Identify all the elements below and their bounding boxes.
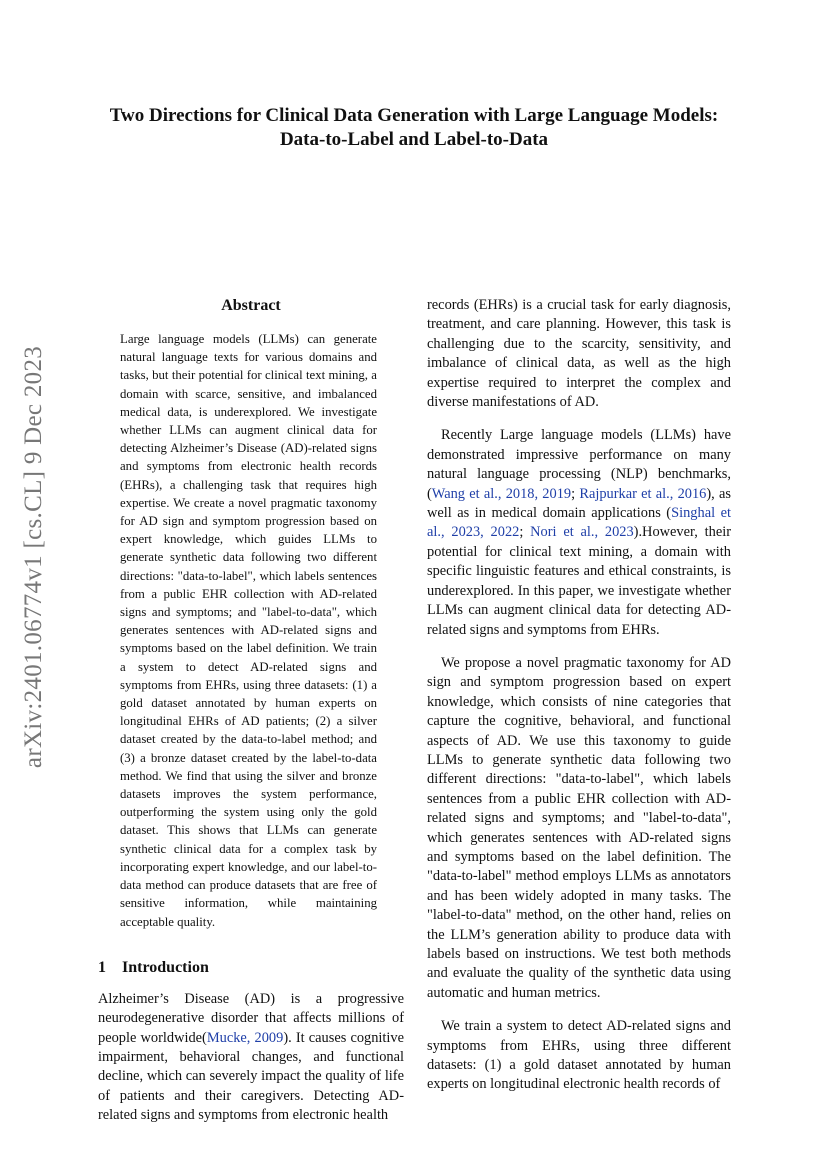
intro-paragraph-1-continued: records (EHRs) is a crucial task for early diagnosis, treatment, and care planning. However, this task is challenging due to the scarcity, sensitivity, and imbalance of clinical data, as well as the high expertise required to interpret the complex and diverse manifestations of AD. [427, 297, 731, 411]
citation-wang[interactable]: Wang et al., 2018, 2019 [431, 485, 572, 502]
title-line-2: Data-to-Label and Label-to-Data [279, 129, 549, 150]
left-column [98, 296, 404, 1126]
arxiv-identifier: arXiv:2401.06774v1 [cs.CL] 9 Dec 2023 [20, 345, 47, 769]
section-title: Introduction [122, 958, 209, 976]
intro-paragraph-4: We train a system to detect AD-related signs and symptoms from EHRs, using three different datasets: (1) a gold dataset annotated by human experts on longitudinal electronic health records of [427, 1018, 731, 1093]
intro-paragraph-3: We propose a novel pragmatic taxonomy for AD sign and symptom progression based on expert knowledge, which consists of nine categories that capture the cognitive, behavioral, and functional aspects of AD. We use this taxonomy to guide LLMs to generate synthetic data following two different directions: "data-to-label", which labels sentences from a public EHR collection with AD-related signs and symptoms; and "label-to-data", which generates sentences with AD-related signs and symptoms based on the label definition. The "data-to-label" method employs LLMs as annotators and has been widely adopted in many tasks. The "label-to-data" method, on the other hand, relies on the LLM’s generation ability to produce data with labels based on instructions. We test both methods and evaluate the quality of the synthetic data using automatic and human metrics. [427, 654, 731, 1001]
citation-separator: ; [571, 485, 580, 502]
citation-singhal[interactable]: Singhal et al., 2023, 2022 [427, 505, 731, 541]
abstract-heading: Abstract [221, 297, 281, 314]
citation-mucke-2009[interactable]: Mucke, 2009 [206, 1029, 284, 1046]
section-heading-introduction [98, 958, 404, 978]
intro-paragraph-1 [98, 990, 404, 1126]
abstract-text: Large language models (LLMs) can generate natural language texts for various domains and tasks, but their potential for clinical text mining, a domain with scarce, sensitive, and imbalanced medical data, is underexplored. We investigate whether LLMs can augment clinical data for detecting Alzheimer’s Disease (AD)-related signs and symptoms from electronic health records (EHRs), a challenging task that requires high expertise. We create a novel pragmatic taxonomy for AD sign and symptom progression based on expert knowledge, which guides LLMs to generate synthetic data following two different directions: "data-to-label", which labels sentences from a public EHR collection with AD-related signs and symptoms; and "label-to-data", which generates sentences with AD-related signs and symptoms based on the label definition. We train a system to detect AD-related signs and symptoms from EHRs, using three datasets: (1) a gold dataset annotated by human experts on longitudinal EHRs of AD patients; (2) a silver dataset created by the data-to-label method; and (3) a bronze dataset created by the label-to-data method. We find that using the silver and bronze datasets improves the system performance, outperforming the system using only the gold dataset. This shows that LLMs can generate synthetic clinical data for a complex task by incorporating expert knowledge, and our label-to-data method can produce datasets that are free of sensitive information, while maintaining acceptable quality. [120, 332, 377, 929]
right-column [427, 296, 731, 1109]
citation-rajpurkar[interactable]: Rajpurkar et al., 2016 [579, 485, 707, 502]
intro-p1-text-b: ). It causes cognitive impairment, behavioral changes, and functional decline, which can severely impact the quality of life of patients and their caregivers. Detecting AD-related signs and symptoms from electronic health [98, 1029, 405, 1124]
citation-separator: ; [519, 524, 531, 541]
title-line-1: Two Directions for Clinical Data Generation with Large Language Models: [109, 105, 719, 126]
intro-p2-text-a: Recently Large language models (LLMs) have demonstrated impressive performance on many natural language processing (NLP) benchmarks,( [427, 427, 731, 502]
intro-p2-text-c: ).However, their potential for clinical text mining, a domain with specific linguistic features and ethical constraints, is underexplored. In this paper, we investigate whether LLMs can augment clinical data for detecting AD-related signs and symptoms from EHRs. [427, 524, 731, 638]
citation-nori[interactable]: Nori et al., 2023 [530, 524, 634, 541]
section-number: 1 [98, 958, 106, 976]
paper-title [60, 104, 768, 152]
intro-paragraph-2 [427, 426, 731, 639]
intro-p2-text-b: ), as well as in medical domain applications ( [427, 485, 731, 522]
arxiv-sidebar [14, 232, 54, 882]
intro-p1-text-a: Alzheimer’s Disease (AD) is a progressive neurodegenerative disorder that affects millions of people worldwide( [98, 990, 404, 1046]
